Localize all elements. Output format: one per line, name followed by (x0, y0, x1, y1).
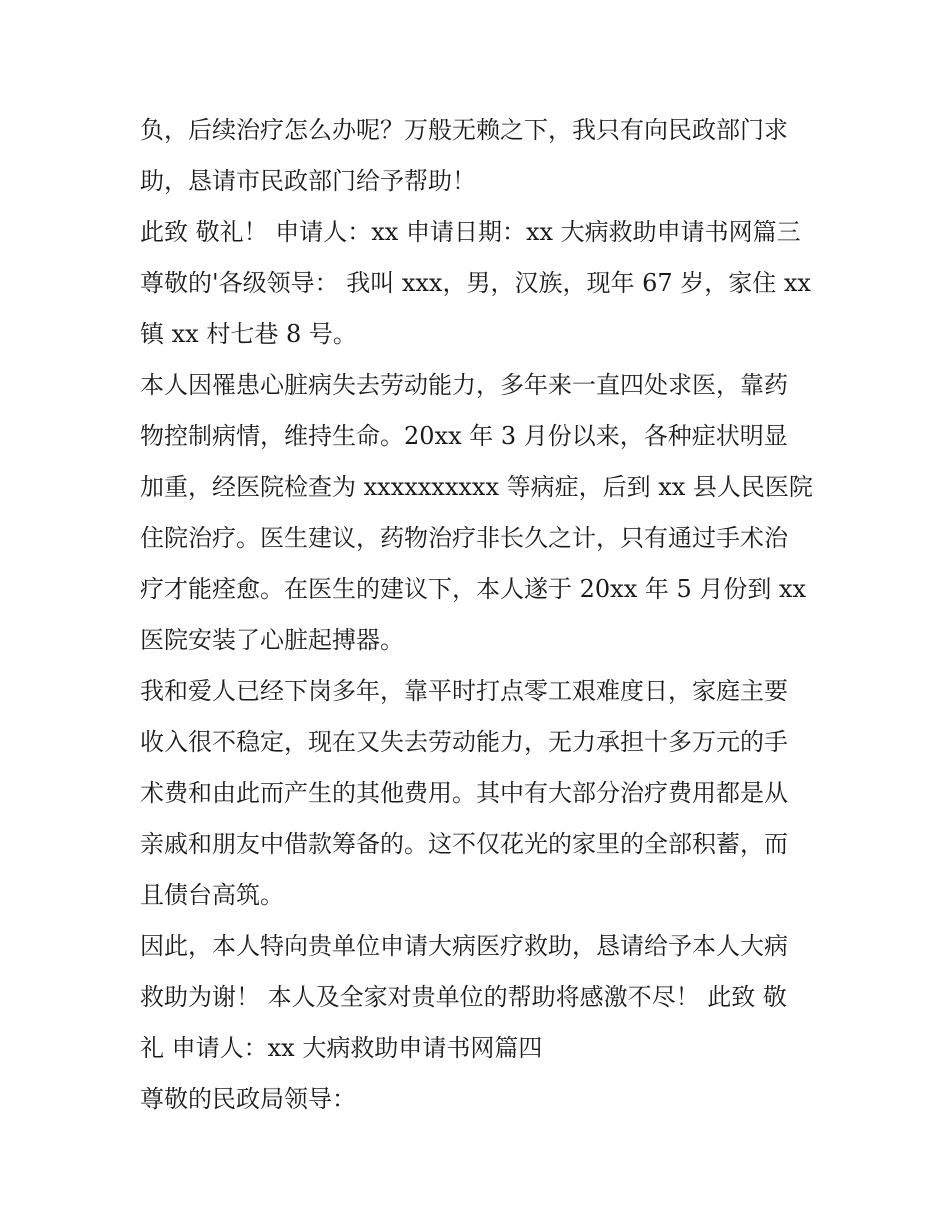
text-line: 我和爱人已经下岗多年，靠平时打点零工艰难度日，家庭主要 (140, 677, 788, 705)
text-line: 本人因罹患心脏病失去劳动能力，多年来一直四处求医，靠药 (140, 371, 788, 399)
text-line: 尊敬的'各级领导： 我叫 xxx，男，汉族，现年 67 岁，家住 xx (140, 269, 811, 297)
text-line: 礼 申请人：xx 大病救助申请书网篇四 (140, 1034, 543, 1062)
text-line: 住院治疗。医生建议，药物治疗非长久之计，只有通过手术治 (140, 524, 788, 552)
text-line: 镇 xx 村七巷 8 号。 (140, 320, 357, 348)
text-line: 术费和由此而产生的其他费用。其中有大部分治疗费用都是从 (140, 779, 788, 807)
text-line: 救助为谢！ 本人及全家对贵单位的帮助将感激不尽！ 此致 敬 (140, 983, 787, 1011)
text-line: 亲戚和朋友中借款筹备的。这不仅花光的家里的全部积蓄，而 (140, 830, 788, 858)
text-line: 此致 敬礼！ 申请人：xx 申请日期：xx 大病救助申请书网篇三 (140, 218, 801, 246)
text-line: 医院安装了心脏起搏器。 (140, 626, 404, 654)
document-body (140, 105, 820, 1125)
text-line: 收入很不稳定，现在又失去劳动能力，无力承担十多万元的手 (140, 728, 788, 756)
text-line: 物控制病情，维持生命。20xx 年 3 月份以来，各种症状明显 (140, 422, 788, 450)
text-line: 因此，本人特向贵单位申请大病医疗救助，恳请给予本人大病 (140, 932, 788, 960)
text-line: 加重，经医院检查为 xxxxxxxxxx 等病症，后到 xx 县人民医院 (140, 473, 813, 501)
text-line: 助，恳请市民政部门给予帮助！ (140, 167, 476, 195)
text-line: 且债台高筑。 (140, 881, 284, 909)
text-line: 疗才能痊愈。在医生的建议下，本人遂于 20xx 年 5 月份到 xx (140, 575, 807, 603)
text-line: 负，后续治疗怎么办呢？万般无赖之下，我只有向民政部门求 (140, 116, 788, 144)
text-line: 尊敬的民政局领导： (140, 1085, 356, 1113)
